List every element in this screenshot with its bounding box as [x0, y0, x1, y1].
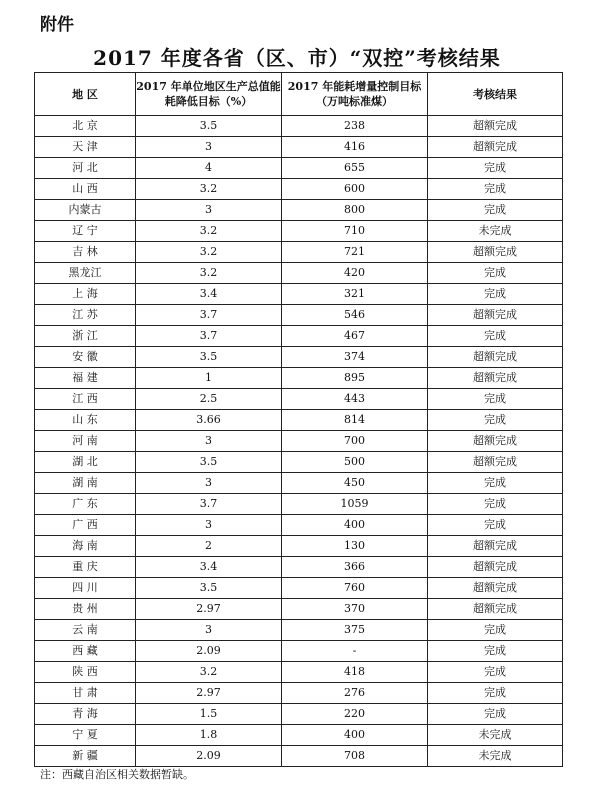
result-cell: 超额完成 [428, 578, 563, 599]
increment-target-cell: 370 [282, 599, 428, 620]
table-row [35, 473, 563, 494]
region-cell: 宁 夏 [35, 725, 136, 746]
increment-target-cell: 895 [282, 368, 428, 389]
intensity-target-cell: 3.2 [136, 179, 282, 200]
intensity-target-cell: 3 [136, 200, 282, 221]
table-row [35, 536, 563, 557]
result-cell: 未完成 [428, 746, 563, 767]
intensity-target-cell: 3.7 [136, 326, 282, 347]
region-cell: 辽 宁 [35, 221, 136, 242]
table-row [35, 137, 563, 158]
region-cell: 贵 州 [35, 599, 136, 620]
intensity-target-cell: 4 [136, 158, 282, 179]
intensity-target-cell: 3.2 [136, 242, 282, 263]
region-cell: 陕 西 [35, 662, 136, 683]
table-row [35, 158, 563, 179]
result-cell: 完成 [428, 620, 563, 641]
result-cell: 完成 [428, 704, 563, 725]
result-cell: 完成 [428, 326, 563, 347]
region-cell: 云 南 [35, 620, 136, 641]
region-cell: 北 京 [35, 116, 136, 137]
result-cell: 超额完成 [428, 305, 563, 326]
result-cell: 完成 [428, 389, 563, 410]
increment-target-cell: 708 [282, 746, 428, 767]
result-cell: 完成 [428, 473, 563, 494]
table-row [35, 725, 563, 746]
intensity-target-cell: 3.5 [136, 347, 282, 368]
region-cell: 吉 林 [35, 242, 136, 263]
header-intensity-target: 2017 年单位地区生产总值能耗降低目标（%） [136, 73, 282, 116]
region-cell: 四 川 [35, 578, 136, 599]
increment-target-cell: 374 [282, 347, 428, 368]
header-region: 地 区 [35, 73, 136, 116]
increment-target-cell: 814 [282, 410, 428, 431]
result-cell: 超额完成 [428, 431, 563, 452]
table-row [35, 494, 563, 515]
increment-target-cell: 500 [282, 452, 428, 473]
result-cell: 完成 [428, 410, 563, 431]
region-cell: 黑龙江 [35, 263, 136, 284]
result-cell: 完成 [428, 641, 563, 662]
table-row [35, 179, 563, 200]
table-row [35, 242, 563, 263]
table-row [35, 683, 563, 704]
region-cell: 江 西 [35, 389, 136, 410]
increment-target-cell: 375 [282, 620, 428, 641]
increment-target-cell: 760 [282, 578, 428, 599]
table-row [35, 431, 563, 452]
increment-target-cell: 710 [282, 221, 428, 242]
region-cell: 湖 北 [35, 452, 136, 473]
intensity-target-cell: 3.7 [136, 494, 282, 515]
increment-target-cell: 418 [282, 662, 428, 683]
table-row [35, 326, 563, 347]
table-row [35, 620, 563, 641]
intensity-target-cell: 2.97 [136, 599, 282, 620]
intensity-target-cell: 3.4 [136, 284, 282, 305]
intensity-target-cell: 3.4 [136, 557, 282, 578]
region-cell: 河 南 [35, 431, 136, 452]
table-row [35, 263, 563, 284]
region-cell: 山 西 [35, 179, 136, 200]
increment-target-cell: 220 [282, 704, 428, 725]
region-cell: 广 西 [35, 515, 136, 536]
increment-target-cell: 700 [282, 431, 428, 452]
intensity-target-cell: 3.7 [136, 305, 282, 326]
intensity-target-cell: 3 [136, 137, 282, 158]
region-cell: 西 藏 [35, 641, 136, 662]
table-row [35, 452, 563, 473]
region-cell: 广 东 [35, 494, 136, 515]
intensity-target-cell: 2.09 [136, 641, 282, 662]
increment-target-cell: 450 [282, 473, 428, 494]
increment-target-cell: 321 [282, 284, 428, 305]
result-cell: 超额完成 [428, 368, 563, 389]
result-cell: 完成 [428, 515, 563, 536]
result-cell: 超额完成 [428, 347, 563, 368]
result-cell: 超额完成 [428, 242, 563, 263]
result-cell: 超额完成 [428, 557, 563, 578]
table-row [35, 116, 563, 137]
region-cell: 重 庆 [35, 557, 136, 578]
table-row [35, 221, 563, 242]
result-cell: 完成 [428, 179, 563, 200]
increment-target-cell: 1059 [282, 494, 428, 515]
intensity-target-cell: 3.2 [136, 221, 282, 242]
intensity-target-cell: 3 [136, 515, 282, 536]
table-row [35, 746, 563, 767]
region-cell: 福 建 [35, 368, 136, 389]
result-cell: 完成 [428, 494, 563, 515]
result-cell: 超额完成 [428, 137, 563, 158]
intensity-target-cell: 2 [136, 536, 282, 557]
table-row [35, 410, 563, 431]
result-cell: 完成 [428, 263, 563, 284]
table-row [35, 200, 563, 221]
intensity-target-cell: 2.97 [136, 683, 282, 704]
intensity-target-cell: 3 [136, 473, 282, 494]
table-header-row [35, 73, 563, 116]
footnote: 注：西藏自治区相关数据暂缺。 [40, 768, 194, 781]
increment-target-cell: 420 [282, 263, 428, 284]
intensity-target-cell: 3.5 [136, 452, 282, 473]
table-row [35, 305, 563, 326]
region-cell: 山 东 [35, 410, 136, 431]
region-cell: 内蒙古 [35, 200, 136, 221]
increment-target-cell: 546 [282, 305, 428, 326]
increment-target-cell: 416 [282, 137, 428, 158]
intensity-target-cell: 3 [136, 620, 282, 641]
increment-target-cell: 276 [282, 683, 428, 704]
increment-target-cell: 238 [282, 116, 428, 137]
table-row [35, 557, 563, 578]
region-cell: 上 海 [35, 284, 136, 305]
intensity-target-cell: 3.66 [136, 410, 282, 431]
increment-target-cell: 443 [282, 389, 428, 410]
result-cell: 超额完成 [428, 599, 563, 620]
result-cell: 超额完成 [428, 116, 563, 137]
intensity-target-cell: 3.5 [136, 578, 282, 599]
intensity-target-cell: 3 [136, 431, 282, 452]
table-row [35, 368, 563, 389]
result-cell: 未完成 [428, 221, 563, 242]
region-cell: 浙 江 [35, 326, 136, 347]
result-cell: 完成 [428, 200, 563, 221]
result-cell: 完成 [428, 662, 563, 683]
region-cell: 海 南 [35, 536, 136, 557]
table-row [35, 347, 563, 368]
table-row [35, 599, 563, 620]
header-result: 考核结果 [428, 73, 563, 116]
attachment-label: 附件 [40, 15, 74, 35]
table-row [35, 641, 563, 662]
table-row [35, 284, 563, 305]
result-cell: 完成 [428, 683, 563, 704]
table-row [35, 704, 563, 725]
region-cell: 甘 肃 [35, 683, 136, 704]
intensity-target-cell: 3.2 [136, 662, 282, 683]
intensity-target-cell: 2.5 [136, 389, 282, 410]
increment-target-cell: 655 [282, 158, 428, 179]
result-cell: 未完成 [428, 725, 563, 746]
result-cell: 完成 [428, 284, 563, 305]
region-cell: 河 北 [35, 158, 136, 179]
assessment-table [34, 72, 563, 767]
result-cell: 超额完成 [428, 536, 563, 557]
increment-target-cell: - [282, 641, 428, 662]
increment-target-cell: 721 [282, 242, 428, 263]
increment-target-cell: 366 [282, 557, 428, 578]
region-cell: 安 徽 [35, 347, 136, 368]
increment-target-cell: 467 [282, 326, 428, 347]
intensity-target-cell: 2.09 [136, 746, 282, 767]
increment-target-cell: 130 [282, 536, 428, 557]
region-cell: 新 疆 [35, 746, 136, 767]
table-row [35, 389, 563, 410]
table-row [35, 662, 563, 683]
document-title: 2017 年度各省（区、市）“双控”考核结果 [93, 46, 501, 70]
increment-target-cell: 800 [282, 200, 428, 221]
region-cell: 天 津 [35, 137, 136, 158]
intensity-target-cell: 3.2 [136, 263, 282, 284]
header-increment-target: 2017 年能耗增量控制目标（万吨标准煤） [282, 73, 428, 116]
region-cell: 青 海 [35, 704, 136, 725]
intensity-target-cell: 1.8 [136, 725, 282, 746]
table-row [35, 515, 563, 536]
result-cell: 完成 [428, 158, 563, 179]
table-row [35, 578, 563, 599]
region-cell: 湖 南 [35, 473, 136, 494]
result-cell: 超额完成 [428, 452, 563, 473]
table-body [35, 116, 563, 767]
region-cell: 江 苏 [35, 305, 136, 326]
intensity-target-cell: 1.5 [136, 704, 282, 725]
increment-target-cell: 400 [282, 515, 428, 536]
increment-target-cell: 600 [282, 179, 428, 200]
intensity-target-cell: 3.5 [136, 116, 282, 137]
intensity-target-cell: 1 [136, 368, 282, 389]
increment-target-cell: 400 [282, 725, 428, 746]
